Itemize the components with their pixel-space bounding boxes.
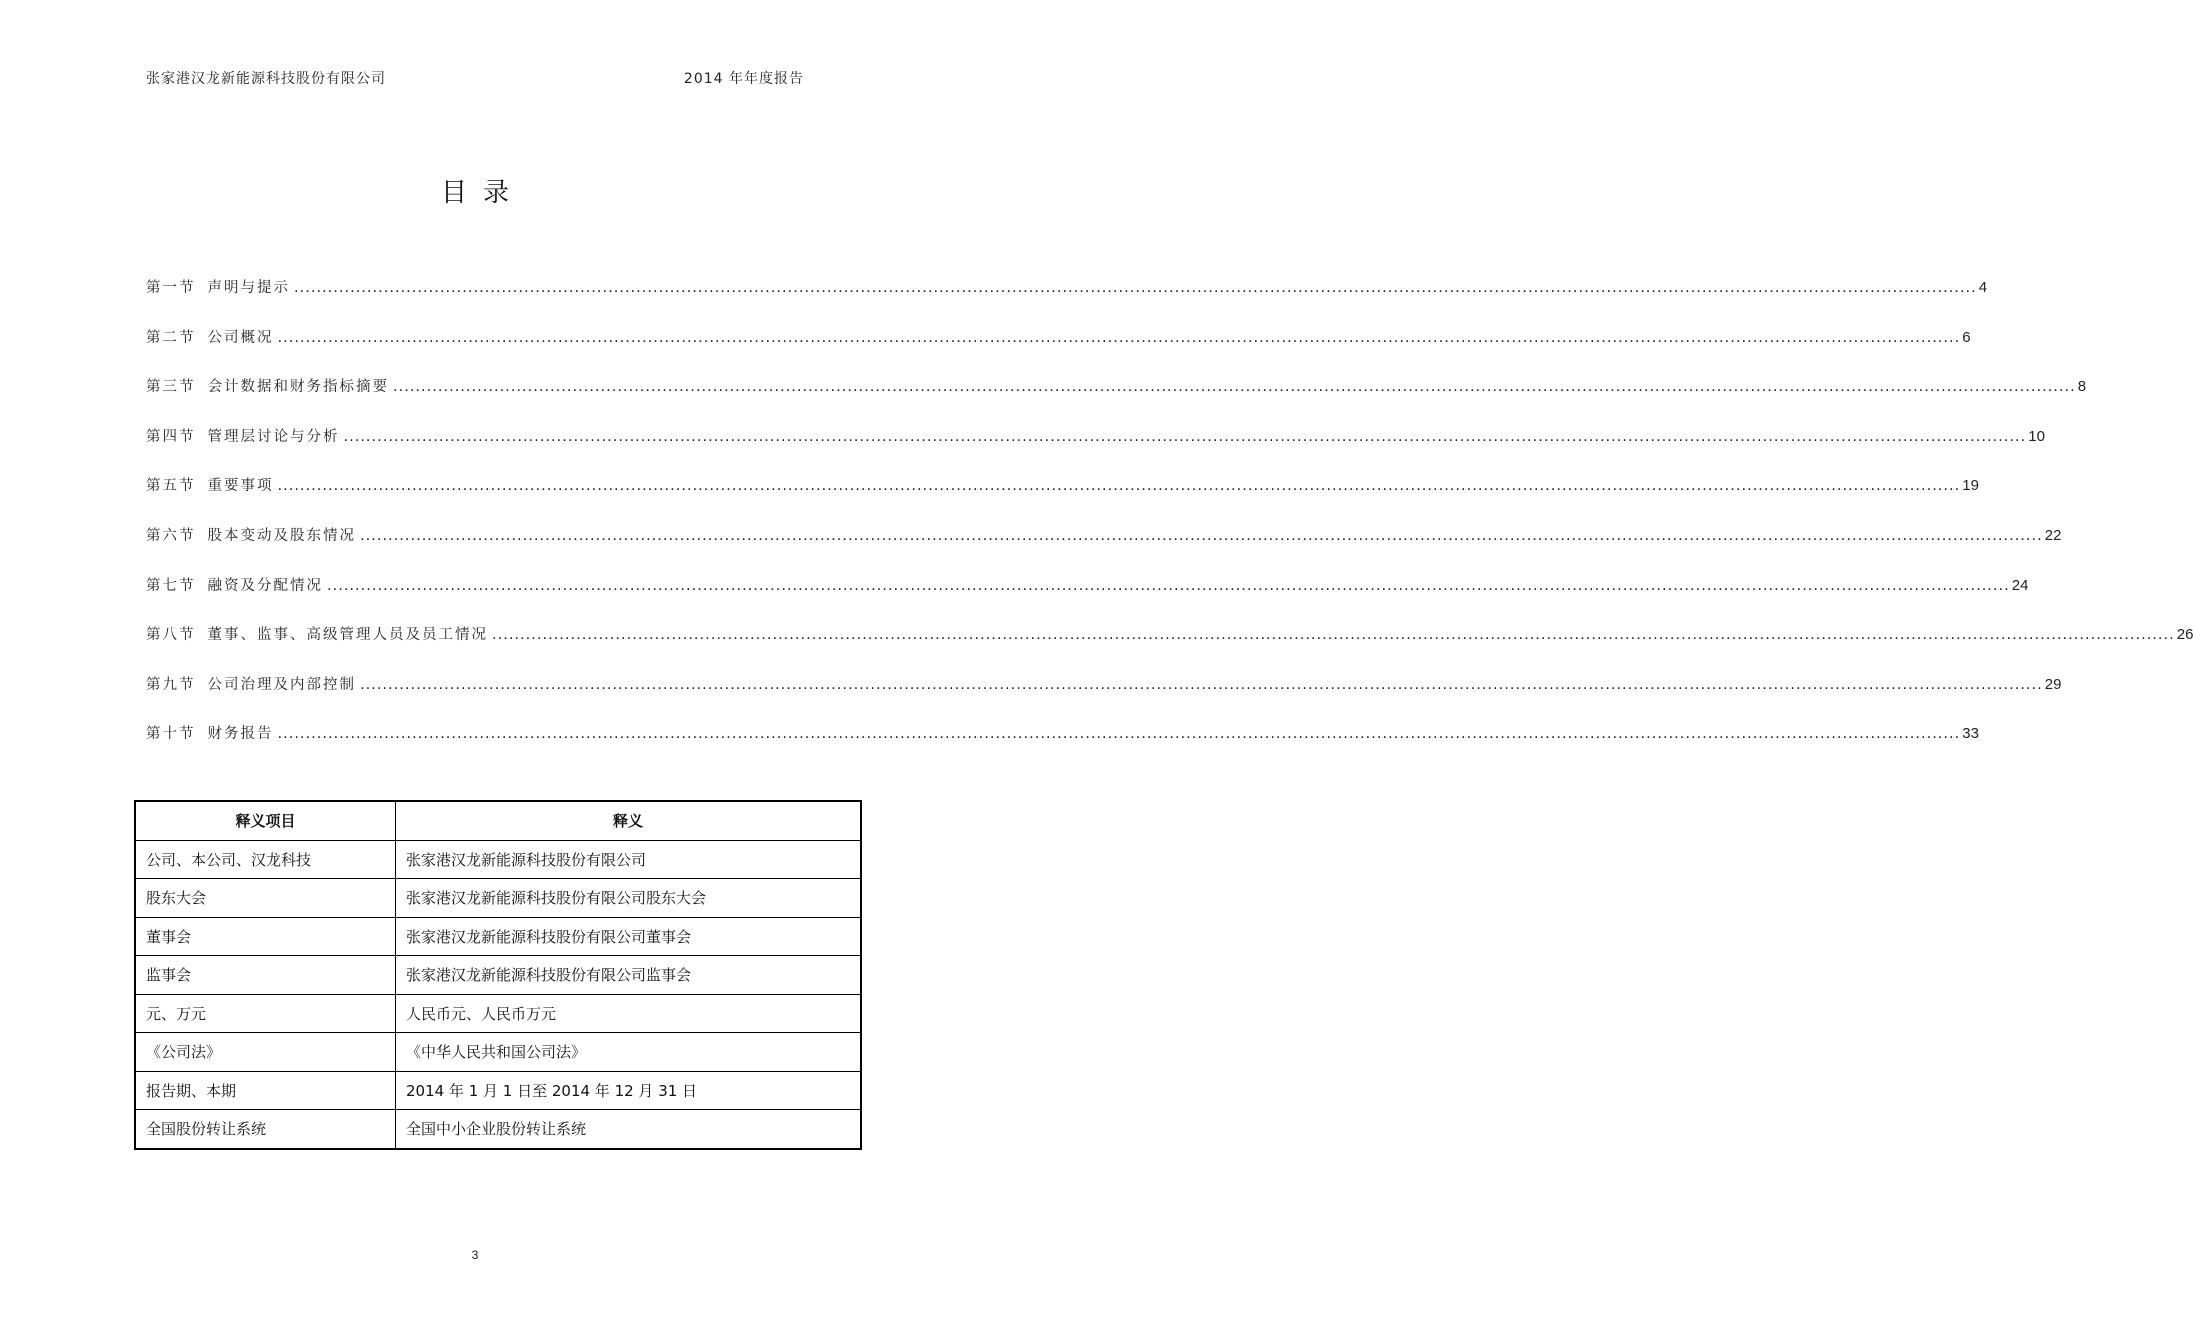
table-row: [135, 994, 861, 1033]
header-report: 2014 年年度报告: [683, 71, 804, 87]
toc-title: 声明与提示: [207, 280, 290, 296]
toc-title: 会计数据和财务指标摘要: [207, 379, 389, 396]
term-cell: 全国股份转让系统: [135, 1110, 396, 1149]
toc-entry[interactable]: [146, 623, 2193, 673]
toc-title: 股本变动及股东情况: [207, 527, 356, 544]
toc-title: 财务报告: [207, 726, 274, 743]
toc-leader: ............................................................................................................................................................................................................................................................................................................: [277, 726, 1961, 743]
table-row: [135, 1110, 861, 1149]
term-cell: 元、万元: [135, 994, 396, 1033]
toc-entry[interactable]: [146, 474, 1979, 524]
toc-entry[interactable]: [146, 673, 2062, 723]
column-header-definition: 释义: [396, 801, 862, 840]
term-cell: 董事会: [135, 917, 396, 956]
header-company: 张家港汉龙新能源科技股份有限公司: [146, 71, 386, 87]
page-number: 3: [471, 1248, 479, 1262]
term-cell: 公司、本公司、汉龙科技: [135, 840, 396, 879]
toc-section: 第五节: [146, 478, 196, 495]
toc-leader: ............................................................................................................................................................................................................................................................................................................: [294, 280, 1977, 296]
toc-page: 22: [2044, 526, 2062, 544]
toc-leader: ............................................................................................................................................................................................................................................................................................................: [360, 527, 2043, 544]
toc-section: 第八节: [146, 627, 196, 644]
toc-title: 管理层讨论与分析: [207, 428, 340, 445]
term-cell: 《公司法》: [135, 1033, 396, 1072]
definition-cell: 张家港汉龙新能源科技股份有限公司董事会: [396, 917, 862, 956]
toc-leader: ............................................................................................................................................................................................................................................................................................................: [277, 478, 1961, 495]
toc-entry[interactable]: [146, 722, 1979, 772]
toc-entry[interactable]: [146, 326, 1971, 376]
toc-page: 33: [1962, 725, 1979, 743]
toc-section: 第一节: [146, 280, 196, 296]
definition-cell: 2014 年 1 月 1 日至 2014 年 12 月 31 日: [396, 1071, 862, 1110]
toc-leader: ............................................................................................................................................................................................................................................................................................................: [393, 379, 2076, 396]
definition-cell: 张家港汉龙新能源科技股份有限公司: [396, 840, 862, 879]
table-row: [135, 1071, 861, 1110]
toc-page: 10: [2028, 427, 2045, 445]
table-header-row: [135, 801, 861, 840]
table-row: [135, 956, 861, 995]
toc-leader: ............................................................................................................................................................................................................................................................................................................: [360, 676, 2043, 693]
table-row: [135, 917, 861, 956]
definition-cell: 张家港汉龙新能源科技股份有限公司监事会: [396, 956, 862, 995]
toc-page: 8: [2077, 378, 2087, 396]
page-title: 目录: [440, 178, 525, 208]
definition-cell: 《中华人民共和国公司法》: [396, 1033, 862, 1072]
toc-title: 董事、监事、高级管理人员及员工情况: [207, 627, 488, 644]
toc-section: 第六节: [146, 527, 196, 544]
toc-entry[interactable]: [146, 375, 2087, 425]
toc-leader: ............................................................................................................................................................................................................................................................................................................: [327, 577, 2010, 594]
toc-page: 29: [2044, 675, 2062, 693]
toc-entry[interactable]: [146, 425, 2045, 475]
page-header: [146, 68, 804, 88]
toc-section: 第九节: [146, 676, 196, 693]
term-cell: 报告期、本期: [135, 1071, 396, 1110]
toc-page: 24: [2011, 576, 2029, 594]
table-row: [135, 879, 861, 918]
toc-leader: ............................................................................................................................................................................................................................................................................................................: [277, 329, 1961, 346]
term-cell: 监事会: [135, 956, 396, 995]
toc-entry[interactable]: [146, 276, 1988, 326]
toc-title: 重要事项: [207, 478, 274, 495]
toc-section: 第三节: [146, 379, 196, 396]
definition-cell: 全国中小企业股份转让系统: [396, 1110, 862, 1149]
toc-leader: ............................................................................................................................................................................................................................................................................................................: [343, 428, 2027, 445]
toc-section: 第四节: [146, 428, 196, 445]
toc-page: 6: [1962, 328, 1971, 346]
definition-cell: 张家港汉龙新能源科技股份有限公司股东大会: [396, 879, 862, 918]
column-header-term: 释义项目: [135, 801, 396, 840]
toc-section: 第二节: [146, 329, 196, 346]
toc-section: 第十节: [146, 726, 196, 743]
toc-leader: ............................................................................................................................................................................................................................................................................................................: [492, 627, 2175, 644]
toc-page: 26: [2176, 626, 2193, 644]
toc-title: 融资及分配情况: [207, 577, 323, 594]
table-of-contents: [146, 276, 2193, 772]
toc-entry[interactable]: [146, 524, 2062, 574]
table-row: [135, 1033, 861, 1072]
toc-page: 19: [1962, 477, 1979, 495]
toc-entry[interactable]: [146, 574, 2029, 624]
definition-cell: 人民币元、人民币万元: [396, 994, 862, 1033]
toc-title: 公司治理及内部控制: [207, 676, 356, 693]
table-row: [135, 840, 861, 879]
term-cell: 股东大会: [135, 879, 396, 918]
glossary-table: [134, 800, 862, 1150]
toc-section: 第七节: [146, 577, 196, 594]
toc-page: 4: [1978, 279, 1988, 296]
toc-title: 公司概况: [207, 329, 274, 346]
